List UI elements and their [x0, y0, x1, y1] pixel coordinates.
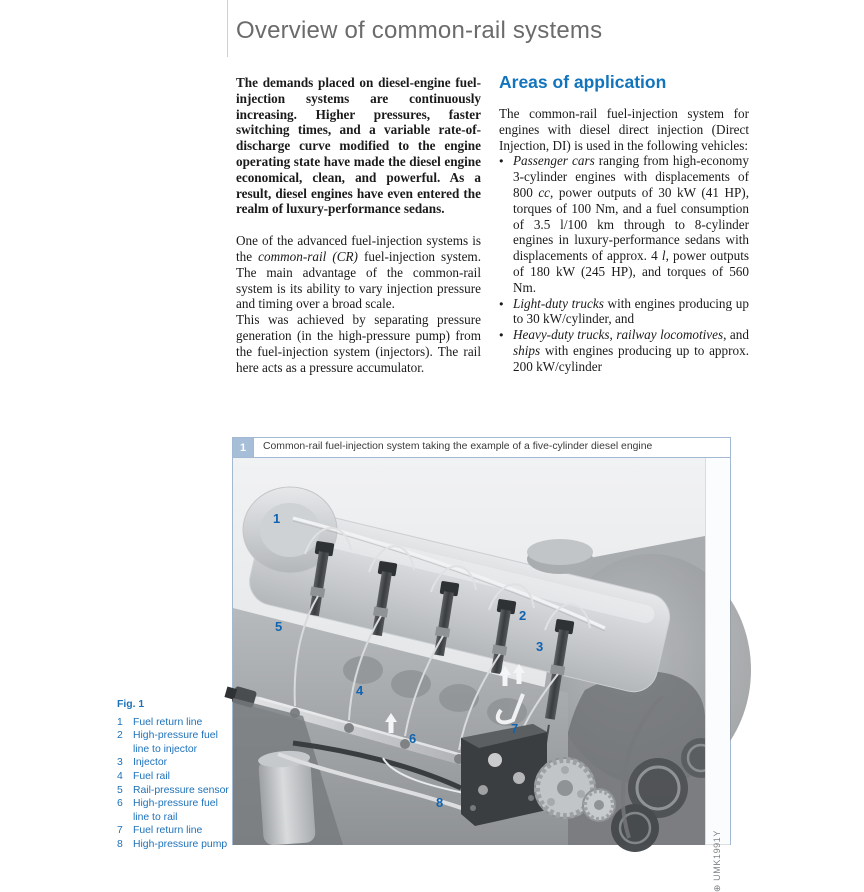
para2-text-2: fuel-injection system. The main advantage of the common-rail system is its ability to vary injection pressure and timing over a broad scale. [236, 248, 481, 312]
high-pressure-pump [461, 724, 547, 826]
figure-number-badge: 1 [233, 438, 254, 457]
legend-item-label: Fuel return line [133, 716, 203, 728]
legend-item-label: Injector [133, 757, 168, 769]
legend-item-number: 1 [117, 716, 123, 728]
image-credit [712, 830, 723, 892]
para2-text-3: This was achieved by separating pressure generation (in the high-pressure pump) from the fuel-injection system (injectors). The rail here acts as a pressure accumulator. [236, 312, 481, 375]
legend-item-label: High-pressure pump [133, 838, 228, 850]
callout-8: 8 [436, 795, 444, 810]
legend-item-number: 2 [117, 730, 123, 742]
legend-item-label: High-pressure fuel line to injector [133, 730, 218, 755]
bullet-light-duty-trucks: Light-duty trucks with engines producing up to 30 kW/cylinder, and [513, 295, 749, 327]
callout-1: 1 [273, 511, 281, 526]
bullet-passenger-cars: Passenger cars ranging from high-economy 3-cylinder engines with displacements of 800 cc, power outputs of 30 kW (41 HP), torques of 100 Nm, and a fuel consumption of 3.5 l/100 km through to 8-cylinder engines in luxury-performance sedans with displacements of approx. 4 l, power outputs of 180 kW (245 HP), and torques of 560 Nm. [513, 153, 749, 295]
bullet-dot-icon [499, 296, 513, 328]
application-column [499, 72, 749, 375]
legend-item [117, 729, 231, 756]
legend-item-label: Fuel rail [133, 770, 170, 782]
figure-legend [117, 698, 231, 852]
vehicle-bullet-list [499, 153, 749, 374]
legend-item [117, 716, 231, 730]
lead-paragraph: The demands placed on diesel-engine fuel-injection systems are continuously increasing. Higher pressures, faster switching times, and a variable rate-of-discharge curve modified to the engine operating state have made the diesel engine economical, clean, and powerful. As a result, diesel engines have even entered the realm of luxury-performance sedans. [236, 75, 481, 217]
legend-item-number: 6 [117, 798, 123, 810]
legend-item [117, 838, 231, 852]
figure-caption: Common-rail fuel-injection system taking the example of a five-cylinder diesel engine [263, 441, 653, 452]
belt-pulley [611, 804, 659, 852]
para2-italic-term: common-rail (CR) [258, 248, 358, 264]
page-title: Overview of common-rail systems [236, 17, 603, 44]
list-item [499, 296, 749, 328]
legend-item-number: 4 [117, 770, 123, 782]
legend-title: Fig. 1 [117, 699, 145, 710]
list-item [499, 153, 749, 295]
image-credit-code: UMK1991Y [712, 830, 722, 881]
intro-column [236, 75, 481, 375]
watermark-strip [705, 458, 730, 892]
legend-item-label: High-pressure fuel line to rail [133, 798, 218, 823]
legend-item [117, 770, 231, 784]
legend-item [117, 784, 231, 798]
callout-5: 5 [275, 619, 283, 634]
legend-item [117, 756, 231, 770]
application-intro-paragraph: The common-rail fuel-injection system for engines with diesel direct injection (Direct Injection, DI) is used in the following vehicles: [499, 106, 749, 153]
legend-item [117, 797, 231, 824]
common-rail-paragraph [236, 233, 481, 375]
callout-4: 4 [356, 683, 364, 698]
legend-item-number: 5 [117, 784, 123, 796]
bullet-dot-icon [499, 327, 513, 374]
para2-text-1: One of the advanced fuel-injection systems is the [236, 233, 481, 264]
bosch-symbol-icon: ⊕ [712, 883, 722, 892]
legend-item-number: 8 [117, 838, 123, 850]
legend-item-label: Rail-pressure sensor [133, 784, 229, 796]
list-item [499, 327, 749, 374]
figure-1 [232, 437, 731, 892]
legend-item-number: 7 [117, 825, 123, 837]
callout-2: 2 [519, 608, 527, 623]
legend-item [117, 824, 231, 838]
oil-filler-cap [527, 539, 593, 574]
legend-item-number: 3 [117, 757, 123, 769]
figure-caption-bar [233, 438, 730, 458]
engine-photo [233, 458, 730, 845]
callout-3: 3 [536, 639, 544, 654]
callout-6: 6 [409, 731, 417, 746]
bullet-dot-icon [499, 153, 513, 295]
column-guide-line [227, 0, 228, 57]
areas-of-application-heading: Areas of application [499, 72, 667, 92]
legend-item-label: Fuel return line [133, 825, 203, 837]
callout-7: 7 [511, 721, 519, 736]
bullet-heavy-duty-trucks: Heavy-duty trucks, railway locomotives, and ships with engines producing up to approx. 200 kW/cylinder [513, 327, 749, 374]
engine-illustration [233, 458, 730, 892]
